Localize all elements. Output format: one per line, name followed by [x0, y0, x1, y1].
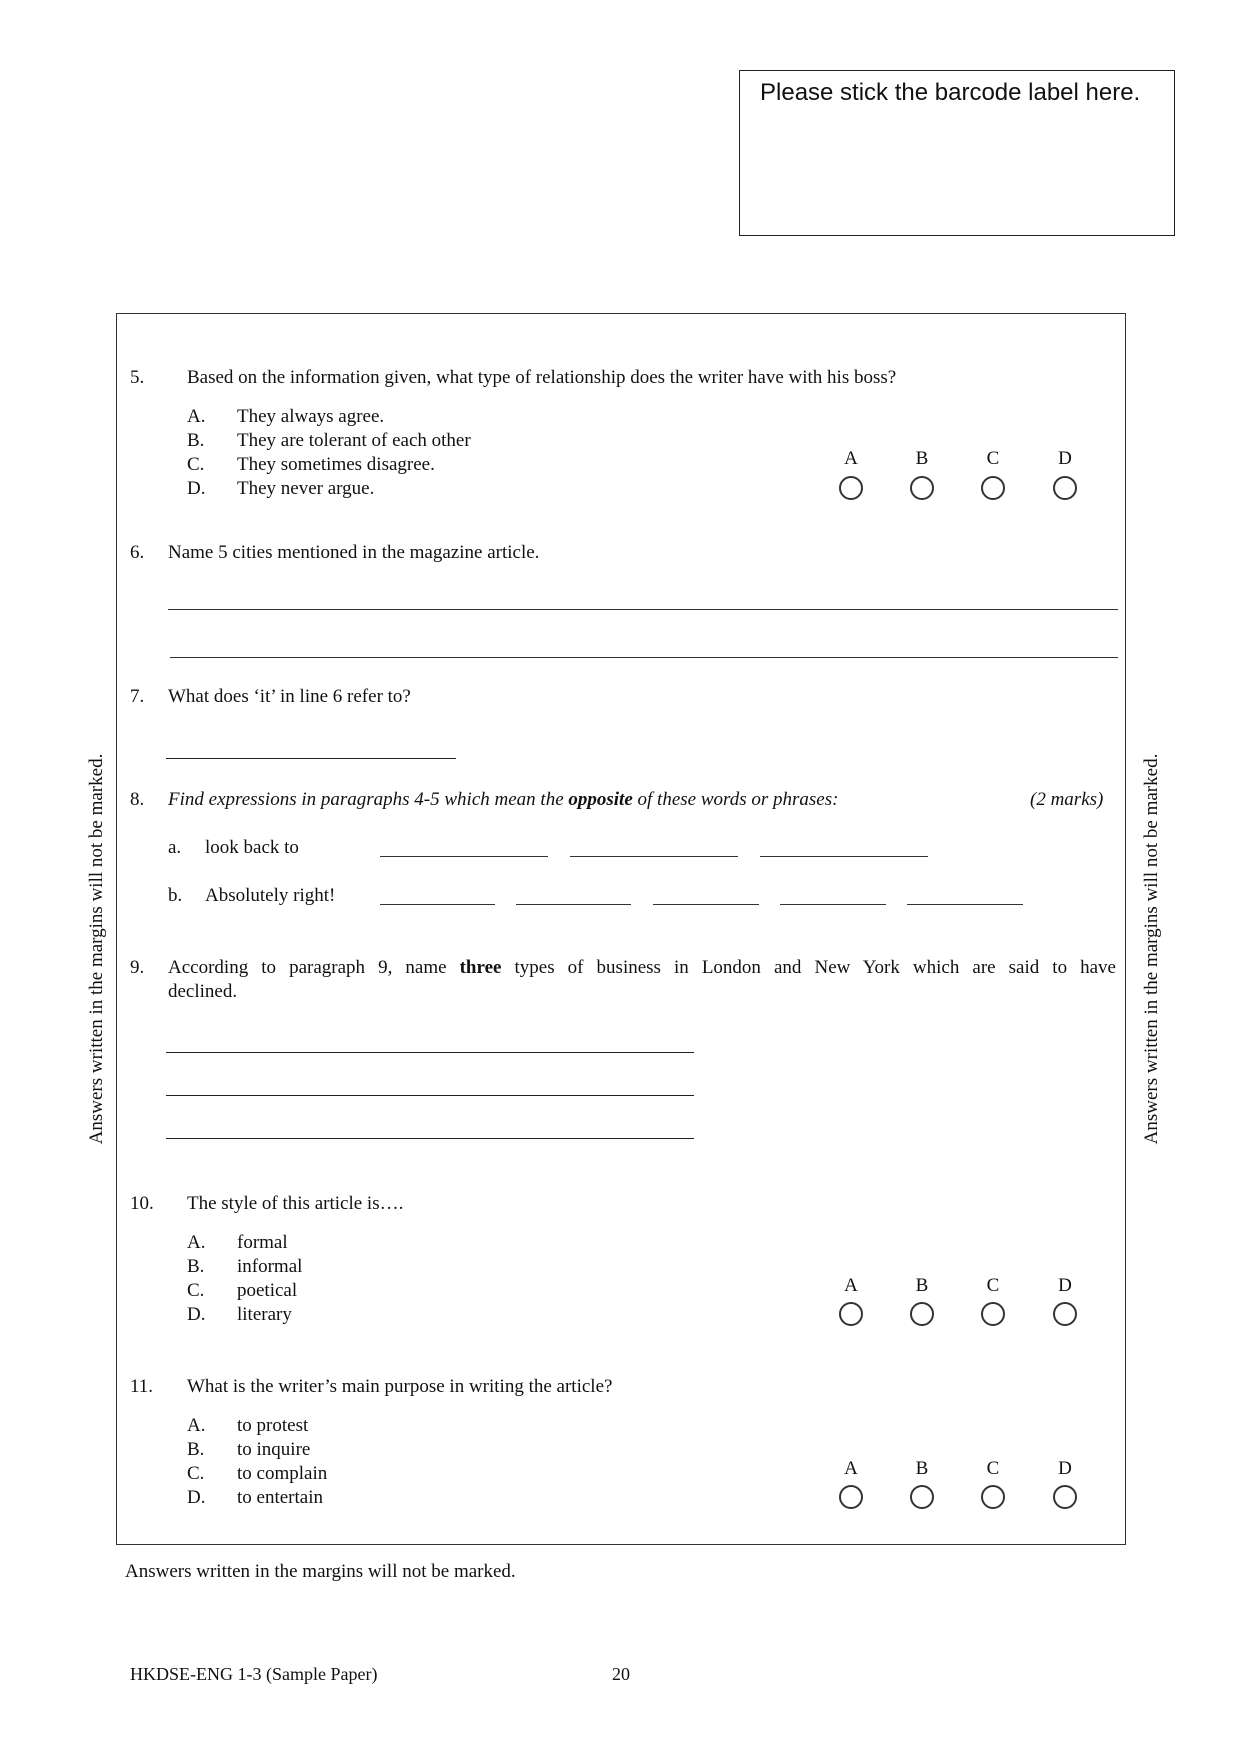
answer-line[interactable]: [653, 904, 759, 905]
question-number: 10.: [130, 1193, 154, 1214]
left-margin-note: Answers written in the margins will not be marked.: [86, 753, 107, 1145]
option-letter: D.: [187, 478, 206, 499]
answer-line[interactable]: [166, 1052, 694, 1053]
question-number: 5.: [130, 367, 145, 388]
bubble-label-a: A: [844, 1458, 858, 1479]
question-number: 7.: [130, 686, 145, 707]
question-number: 9.: [130, 957, 145, 978]
question-text: Name 5 cities mentioned in the magazine article.: [168, 542, 540, 563]
question-text-emphasis: opposite: [568, 789, 633, 810]
answer-bubble-d[interactable]: [1053, 476, 1077, 500]
question-text-part: According to paragraph 9, name: [168, 957, 460, 978]
answer-line[interactable]: [166, 758, 456, 759]
bubble-label-a: A: [844, 448, 858, 469]
question-text: The style of this article is….: [187, 1193, 404, 1214]
answer-line[interactable]: [166, 1095, 694, 1096]
bubble-label-d: D: [1058, 1458, 1072, 1479]
option-letter: A.: [187, 406, 206, 427]
option-text: to inquire: [237, 1439, 311, 1460]
question-text-continued: declined.: [168, 981, 238, 1002]
option-letter: C.: [187, 454, 205, 475]
page-number: 20: [612, 1664, 630, 1684]
question-text: What does ‘it’ in line 6 refer to?: [168, 686, 411, 707]
answer-bubble-a[interactable]: [839, 1302, 863, 1326]
question-text-part: Find expressions in paragraphs 4-5 which mean the: [168, 789, 569, 810]
marks-label: (2 marks): [1030, 789, 1104, 810]
option-text: to protest: [237, 1415, 309, 1436]
option-text: They sometimes disagree.: [237, 454, 435, 475]
bubble-label-a: A: [844, 1275, 858, 1296]
bubble-label-b: B: [915, 1458, 929, 1479]
answer-line[interactable]: [570, 856, 738, 857]
footer-margin-note: Answers written in the margins will not be marked.: [125, 1561, 516, 1582]
question-text-emphasis: three: [459, 957, 502, 978]
option-letter: A.: [187, 1415, 206, 1436]
option-letter: D.: [187, 1487, 206, 1508]
question-text: What is the writer’s main purpose in writing the article?: [187, 1376, 613, 1397]
answer-bubble-b[interactable]: [910, 476, 934, 500]
answer-line[interactable]: [168, 609, 1118, 610]
part-letter: a.: [168, 837, 182, 858]
option-letter: A.: [187, 1232, 206, 1253]
answer-line[interactable]: [907, 904, 1023, 905]
answer-bubble-c[interactable]: [981, 476, 1005, 500]
bubble-label-b: B: [915, 448, 929, 469]
bubble-label-b: B: [915, 1275, 929, 1296]
question-number: 6.: [130, 542, 145, 563]
option-text: They always agree.: [237, 406, 385, 427]
answer-bubble-d[interactable]: [1053, 1302, 1077, 1326]
question-text: [168, 789, 838, 811]
question-number: 8.: [130, 789, 145, 810]
option-text: informal: [237, 1256, 303, 1277]
option-text: They are tolerant of each other: [237, 430, 471, 451]
question-text-part: of these words or phrases:: [632, 789, 839, 810]
answer-line[interactable]: [170, 657, 1118, 658]
part-letter: b.: [168, 885, 183, 906]
bubble-label-c: C: [986, 448, 1000, 469]
answer-line[interactable]: [380, 856, 548, 857]
option-letter: B.: [187, 1439, 205, 1460]
right-margin-note: Answers written in the margins will not be marked.: [1141, 753, 1162, 1145]
answer-line[interactable]: [760, 856, 928, 857]
option-text: poetical: [237, 1280, 298, 1301]
question-text-part: types of business in London and New York which are said to have: [501, 957, 1116, 978]
question-number: 11.: [130, 1376, 154, 1397]
answer-bubble-c[interactable]: [981, 1302, 1005, 1326]
part-text: look back to: [205, 837, 299, 858]
option-letter: B.: [187, 1256, 205, 1277]
option-letter: D.: [187, 1304, 206, 1325]
option-text: to entertain: [237, 1487, 323, 1508]
paper-code: HKDSE-ENG 1-3 (Sample Paper): [130, 1664, 378, 1684]
bubble-label-d: D: [1058, 448, 1072, 469]
part-text: Absolutely right!: [205, 885, 336, 906]
answer-line[interactable]: [780, 904, 886, 905]
bubble-label-c: C: [986, 1458, 1000, 1479]
answer-line[interactable]: [166, 1138, 694, 1139]
answer-bubble-b[interactable]: [910, 1485, 934, 1509]
answer-bubble-d[interactable]: [1053, 1485, 1077, 1509]
answer-bubble-b[interactable]: [910, 1302, 934, 1326]
option-text: to complain: [237, 1463, 328, 1484]
answer-line[interactable]: [380, 904, 495, 905]
barcode-label-box: [739, 70, 1175, 236]
option-letter: B.: [187, 430, 205, 451]
answer-bubble-a[interactable]: [839, 1485, 863, 1509]
answer-line[interactable]: [516, 904, 631, 905]
option-letter: C.: [187, 1280, 205, 1301]
question-text: [168, 957, 1116, 979]
option-text: formal: [237, 1232, 288, 1253]
answer-bubble-a[interactable]: [839, 476, 863, 500]
barcode-label-text: Please stick the barcode label here.: [760, 79, 1141, 106]
option-text: literary: [237, 1304, 292, 1325]
option-letter: C.: [187, 1463, 205, 1484]
bubble-label-c: C: [986, 1275, 1000, 1296]
question-text: Based on the information given, what type of relationship does the writer have with his boss?: [187, 367, 897, 388]
bubble-label-d: D: [1058, 1275, 1072, 1296]
answer-bubble-c[interactable]: [981, 1485, 1005, 1509]
option-text: They never argue.: [237, 478, 375, 499]
